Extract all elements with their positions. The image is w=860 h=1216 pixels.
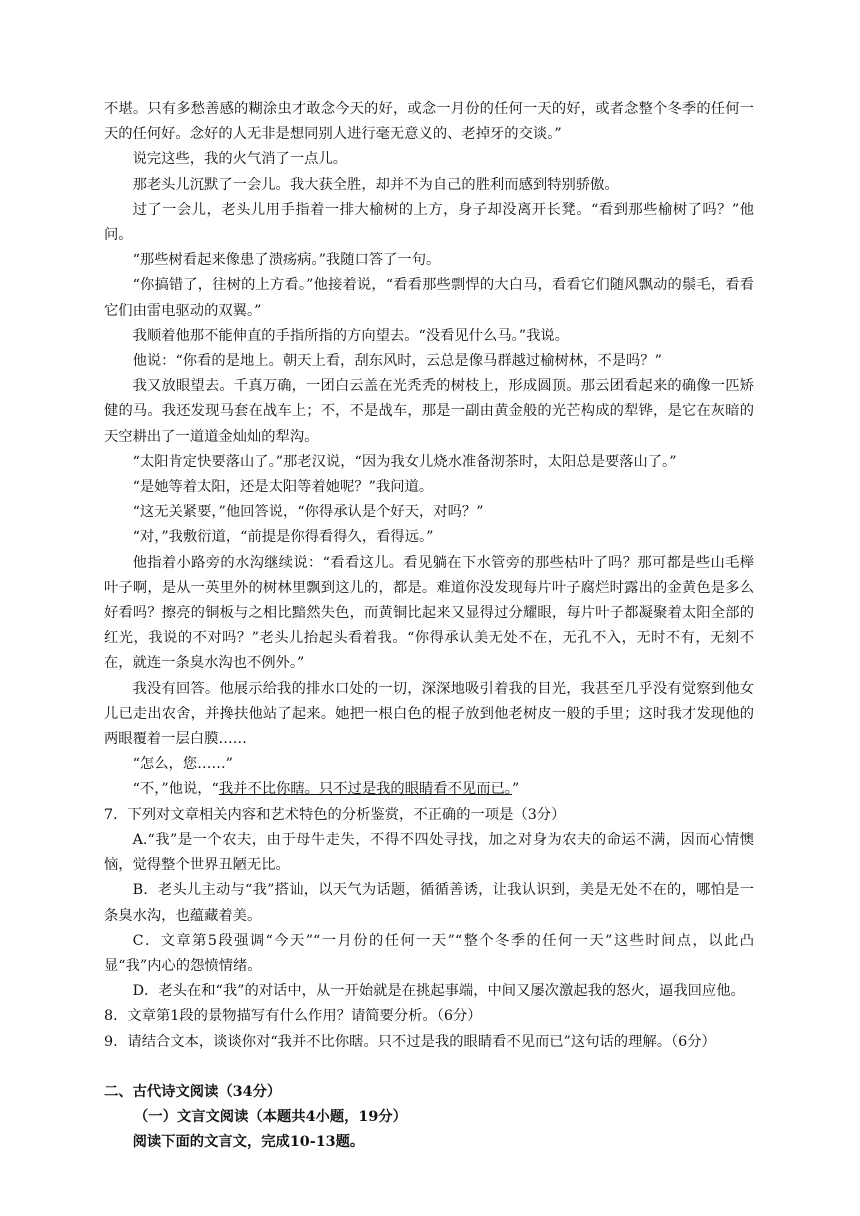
question-7-option-d: D．老头在和“我”的对话中，从一开始就是在挑起事端，中间又屡次激起我的怒火，逼我回应他。 <box>132 983 745 1000</box>
article-paragraph: 我又放眼望去。千真万确，一团白云盖在光秃秃的树枝上，形成圆顶。那云团看起来的确像一匹矫健的马。我还发现马套在战车上；不，不是战车，那是一副由黄金般的光芒构成的犁铧，是它在灰暗的天空耕出了一道道金灿灿的犁沟。 <box>104 378 754 445</box>
final-quote-paragraph <box>104 777 754 802</box>
article-paragraph: “这无关紧要，”他回答说，“你得承认是个好天，对吗？” <box>132 504 484 521</box>
final-quote-lead: “不，”他说，“ <box>132 781 219 798</box>
question-7-option-c: C．文章第5段强调“今天”“一月份的任何一天”“整个冬季的任何一天”这些时间点，以此凸显“我”内心的怨愤情绪。 <box>104 932 754 974</box>
article-paragraph: “你搞错了，往树的上方看。”他接着说，“看看那些剽悍的大白马，看看它们随风飘动的鬃毛，看看它们由雷电驱动的双翼。” <box>104 277 754 319</box>
article-paragraph: 他说：“你看的是地上。朝天上看，刮东风时，云总是像马群越过榆树林，不是吗？” <box>132 353 662 370</box>
article-paragraph: “那些树看起来像患了溃疡病。”我随口答了一句。 <box>132 252 441 269</box>
underlined-key-sentence: 我并不比你瞎。只不过是我的眼睛看不见而已。 <box>218 781 512 798</box>
section-heading: 二、古代诗文阅读（34分） <box>104 1083 282 1100</box>
question-8: 8．文章第1段的景物描写有什么作用？请简要分析。（6分） <box>104 1008 482 1025</box>
article-paragraph: 过了一会儿，老头儿用手指着一排大榆树的上方，身子却没离开长凳。“看到那些榆树了吗？”他问。 <box>104 201 754 244</box>
article-paragraph: “是她等着太阳，还是太阳等着她呢？”我问道。 <box>132 479 434 496</box>
article-paragraph: 我顺着他那不能伸直的手指所指的方向望去。“没看见什么马。”我说。 <box>132 327 569 344</box>
article-paragraph: “对，”我敷衍道，“前提是你得看得久，看得远。” <box>132 529 434 546</box>
final-quote-close: ” <box>511 781 520 798</box>
article-paragraph: 他指着小路旁的水沟继续说：“看看这儿。看见躺在下水管旁的那些枯叶了吗？那可都是些山毛榉叶子啊，是从一英里外的树林里飘到这儿的，都是。难道你没发现每片叶子腐烂时露出的金黄色是多么好看吗？擦亮的铜板与之相比黯然失色，而黄铜比起来又显得过分耀眼，每片叶子都凝聚着太阳全部的红光，我说的不对吗？”老头儿抬起头看着我。“你得承认美无处不在，无孔不入，无时不有，无刻不在，就连一条臭水沟也不例外。” <box>104 554 754 672</box>
article-paragraph: “怎么，您……” <box>132 756 233 773</box>
question-7: 7．下列对文章相关内容和艺术特色的分析鉴赏，不正确的一项是（3分） <box>104 806 566 823</box>
article-paragraph: 不堪。只有多愁善感的糊涂虫才敢念今天的好，或念一月份的任何一天的好，或者念整个冬季的任何一天的任何好。念好的人无非是想同别人进行毫无意义的、老掉牙的交谈。” <box>104 101 754 143</box>
subsection-heading: （一）文言文阅读（本题共4小题，19分） <box>134 1108 407 1125</box>
question-9: 9．请结合文本，谈谈你对“我并不比你瞎。只不过是我的眼睛看不见而已”这句话的理解。（6分） <box>104 1033 716 1050</box>
article-paragraph: 我没有回答。他展示给我的排水口处的一切，深深地吸引着我的目光，我甚至几乎没有觉察到他女儿已走出农舍，并搀扶他站了起来。她把一根白色的棍子放到他老树皮一般的手里；这时我才发现他的两眼覆着一层白膜…… <box>104 680 754 748</box>
document-page <box>104 97 754 1155</box>
question-7-option-a: A.“我”是一个农夫，由于母牛走失，不得不四处寻找，加之对身为农夫的命运不满，因而心情懊恼，觉得整个世界丑陋无比。 <box>104 831 754 874</box>
article-paragraph: “太阳肯定快要落山了。”那老汉说，“因为我女儿烧水准备沏茶时，太阳总是要落山了。” <box>132 453 677 470</box>
article-paragraph: 那老头儿沉默了一会儿。我大获全胜，却并不为自己的胜利而感到特别骄傲。 <box>132 176 619 193</box>
question-7-option-b: B．老头儿主动与“我”搭讪，以天气为话题，循循善诱，让我认识到，美是无处不在的，哪怕是一条臭水沟，也蕴藏着美。 <box>104 882 754 924</box>
article-paragraph: 说完这些，我的火气消了一点儿。 <box>132 151 348 168</box>
section-spacer <box>104 1055 754 1080</box>
section-instruction: 阅读下面的文言文，完成10-13题。 <box>132 1134 365 1151</box>
